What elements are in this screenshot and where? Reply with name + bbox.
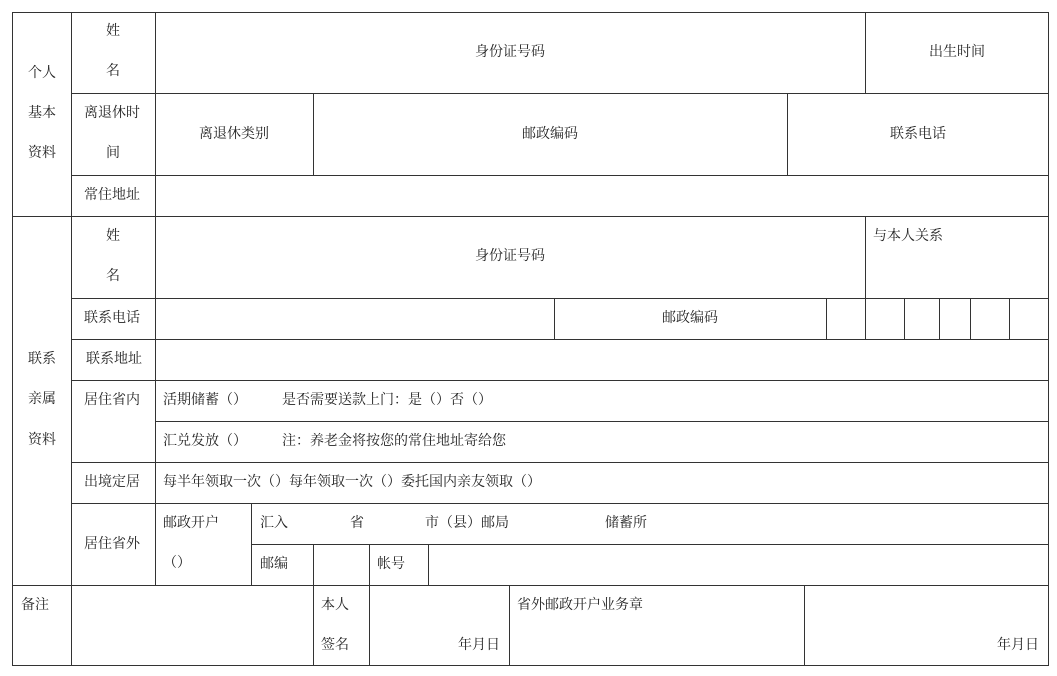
personal-section-label-1: 个人 [28,65,56,81]
account-label: 帐号 [377,556,405,572]
personal-name-label-2: 名 [106,63,120,79]
remit-option[interactable]: 汇兑发放（） [163,433,247,449]
postal-account-label-1: 邮政开户 [163,515,219,531]
stamp-label: 省外邮政开户业务章 [517,597,643,613]
relative-address-label: 联系地址 [86,351,142,367]
self-signature-label-2: 签名 [321,637,349,653]
delivery-question[interactable]: 是否需要送款上门：是（）否（） [282,392,492,408]
personal-retire-type-label: 离退休类别 [199,126,269,142]
remit-in-label: 汇入 [260,515,288,531]
relative-name-label-2: 名 [106,268,120,284]
signature-date: 年月日 [458,637,500,653]
relative-id-number-label: 身份证号码 [475,248,545,264]
personal-phone-label: 联系电话 [890,126,946,142]
relative-name-label-1: 姓 [106,228,120,244]
personal-birth-time-label: 出生时间 [929,44,985,60]
personal-postal-code-label: 邮政编码 [522,126,578,142]
self-signature-label-1: 本人 [321,597,349,613]
abroad-options[interactable]: 每半年领取一次（）每年领取一次（）委托国内亲友领取（） [163,474,541,490]
savings-office-label: 储蓄所 [605,515,647,531]
zip-label: 邮编 [260,556,288,572]
personal-retire-time-label-2: 间 [106,145,120,161]
province-label: 省 [350,515,364,531]
out-province-label: 居住省外 [84,536,140,552]
relative-postal-code-label: 邮政编码 [662,310,718,326]
relative-phone-label: 联系电话 [84,310,140,326]
relative-relationship-label: 与本人关系 [873,228,943,244]
relative-section-label-2: 亲属 [28,391,56,407]
personal-id-number-label: 身份证号码 [475,44,545,60]
personal-section-label-2: 基本 [28,105,56,121]
stamp-date: 年月日 [997,637,1039,653]
remit-note: 注：养老金将按您的常住地址寄给您 [282,433,506,449]
savings-option[interactable]: 活期储蓄（） [163,392,247,408]
postal-account-label-2[interactable]: （） [163,555,191,571]
relative-section-label-3: 资料 [28,432,56,448]
city-county-office-label: 市（县）邮局 [425,515,509,531]
abroad-label: 出境定居 [84,474,140,490]
personal-address-label: 常住地址 [84,187,140,203]
personal-name-label-1: 姓 [106,23,120,39]
personal-retire-time-label-1: 离退休时 [84,105,140,121]
in-province-label: 居住省内 [84,392,140,408]
personal-section-label-3: 资料 [28,145,56,161]
relative-section-label-1: 联系 [28,351,56,367]
remarks-label: 备注 [21,597,49,613]
